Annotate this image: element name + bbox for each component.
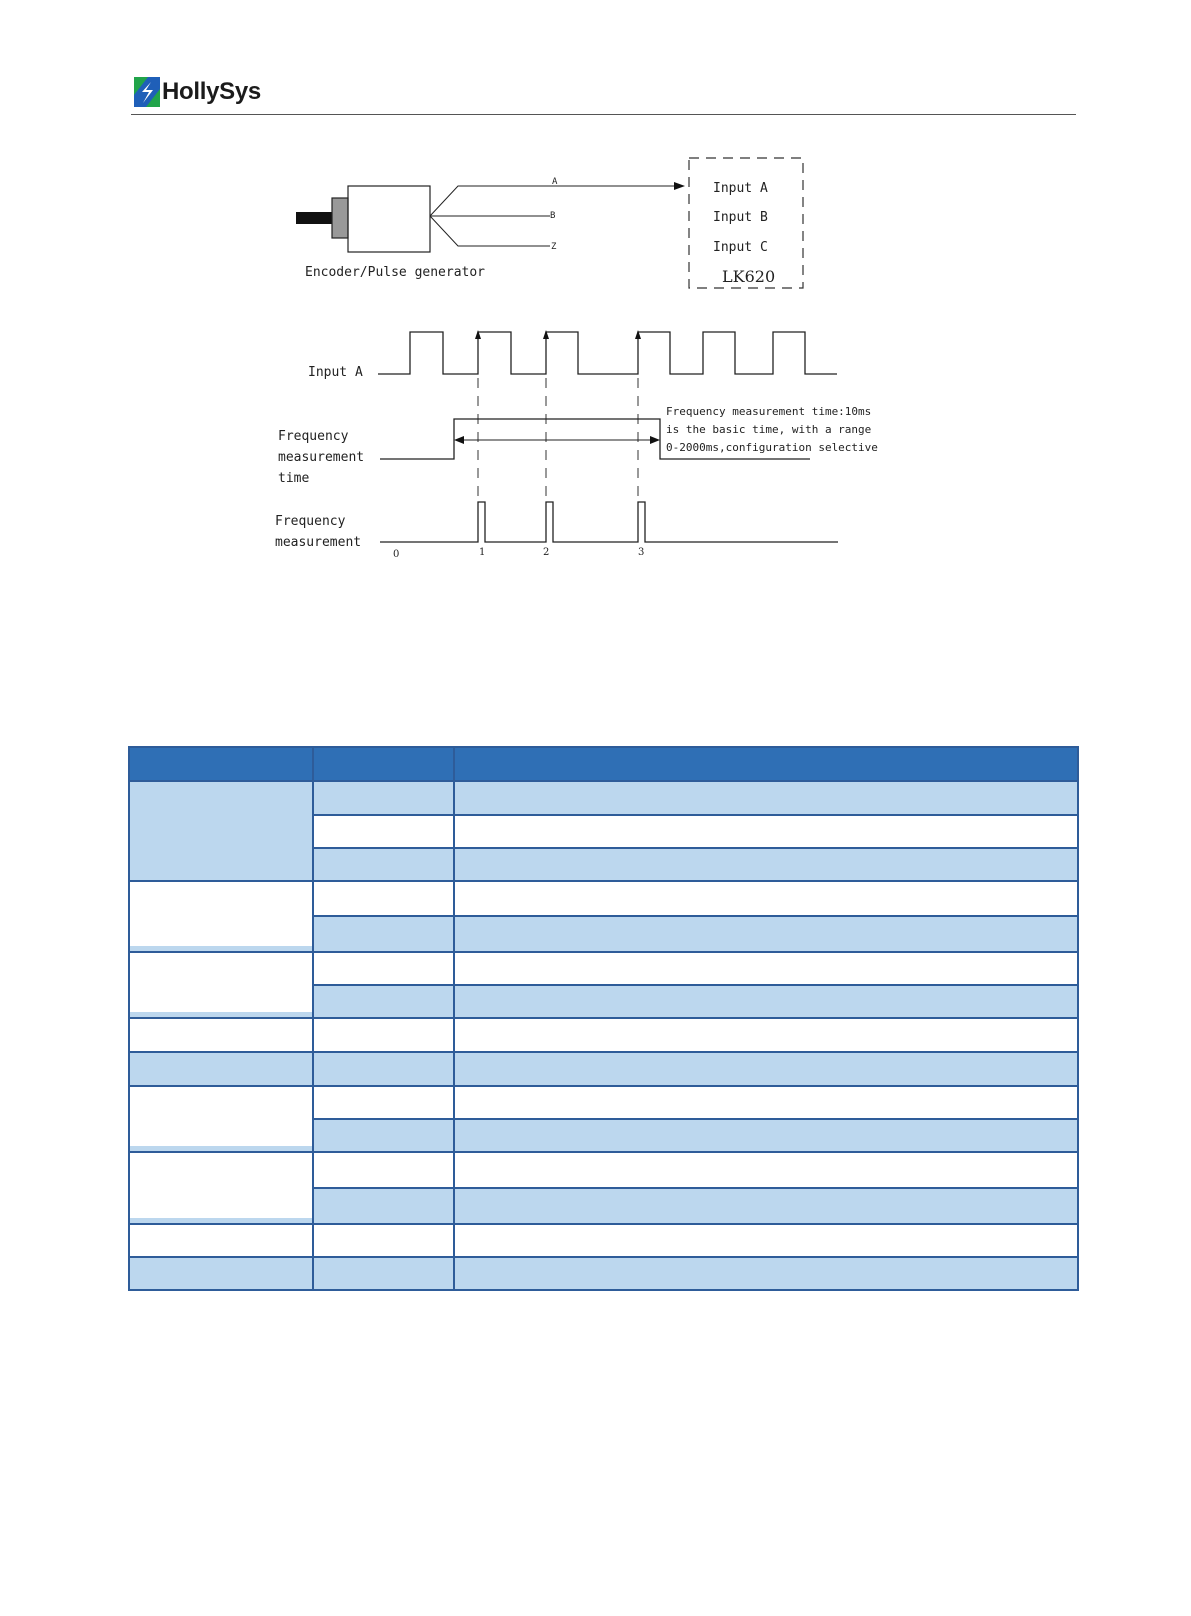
hollysys-logo-icon — [134, 77, 160, 107]
table-row — [129, 1257, 1078, 1290]
table-cell — [313, 1052, 454, 1086]
input-a-waveform — [378, 332, 837, 374]
table-row — [129, 952, 1078, 985]
measurement-note: Frequency measurement time:10ms is the basic time, with a range 0-2000ms,configuration selective — [666, 405, 878, 454]
table-row — [129, 1052, 1078, 1086]
module-name: LK620 — [722, 267, 776, 286]
table-cell — [313, 815, 454, 848]
header-divider — [131, 114, 1076, 115]
table-cell — [313, 781, 454, 815]
table-cell — [313, 952, 454, 985]
wire-label-a: A — [552, 177, 558, 187]
table-cell — [313, 916, 454, 952]
table-cell — [129, 1224, 313, 1257]
count-tick-0: 0 — [393, 549, 400, 560]
table-cell — [454, 1188, 1078, 1224]
table-cell — [313, 985, 454, 1018]
table-cell — [454, 916, 1078, 952]
encoder-label: Encoder/Pulse generator — [305, 265, 486, 280]
table-header-cell — [129, 747, 313, 781]
table-cell — [454, 985, 1078, 1018]
count-tick-3: 3 — [638, 547, 645, 558]
table-cell — [313, 1224, 454, 1257]
table-row — [129, 781, 1078, 815]
table-cell — [454, 1257, 1078, 1290]
table-cell — [129, 881, 313, 952]
wire-label-z: Z — [551, 242, 557, 252]
table-row — [129, 1086, 1078, 1119]
edge-guide-lines — [478, 378, 638, 500]
table-cell — [129, 1152, 313, 1224]
table-cell — [313, 848, 454, 881]
table-row — [129, 1018, 1078, 1052]
table-cell — [313, 1257, 454, 1290]
table-cell — [313, 1152, 454, 1188]
signal-input-a-label: Input A — [308, 365, 363, 380]
span-arrow-left — [454, 436, 464, 444]
span-arrow-right — [650, 436, 660, 444]
table-row — [129, 1152, 1078, 1188]
table-cell — [454, 1086, 1078, 1119]
wire-a-arrow — [674, 182, 685, 190]
table-cell — [129, 1086, 313, 1152]
table-cell — [313, 881, 454, 916]
module-input-b: Input B — [713, 210, 768, 225]
count-tick-2: 2 — [543, 547, 550, 558]
brand-name: HollySys — [162, 78, 261, 105]
table-cell — [454, 1052, 1078, 1086]
signal-freq-meas-label: Frequency measurement — [275, 514, 362, 550]
table-cell — [454, 1119, 1078, 1152]
table-cell — [454, 881, 1078, 916]
table-cell — [313, 1086, 454, 1119]
table-cell — [454, 781, 1078, 815]
table-cell — [129, 1257, 313, 1290]
table-cell — [454, 952, 1078, 985]
module-input-a: Input A — [713, 181, 768, 196]
page-header — [134, 76, 261, 108]
table-cell — [129, 781, 313, 881]
signal-freq-time-label: Frequency measurement time — [278, 429, 365, 486]
wire-label-b: B — [550, 211, 556, 221]
table-cell — [454, 1224, 1078, 1257]
table-cell — [454, 1152, 1078, 1188]
table-header-row — [129, 747, 1078, 781]
table-cell — [129, 1052, 313, 1086]
table-cell — [129, 1018, 313, 1052]
table-cell — [313, 1018, 454, 1052]
table-cell — [454, 815, 1078, 848]
count-tick-1: 1 — [479, 547, 486, 558]
frequency-measurement-diagram — [260, 150, 960, 580]
table-cell — [129, 952, 313, 1018]
table-cell — [313, 1188, 454, 1224]
table-cell — [313, 1119, 454, 1152]
table-row — [129, 1224, 1078, 1257]
module-input-c: Input C — [713, 240, 768, 255]
table-cell — [454, 1018, 1078, 1052]
specification-table — [128, 746, 1077, 1291]
table-header-cell — [454, 747, 1078, 781]
encoder-body — [296, 186, 430, 252]
freq-meas-waveform — [380, 502, 838, 542]
table-row — [129, 881, 1078, 916]
table-cell — [454, 848, 1078, 881]
table-header-cell — [313, 747, 454, 781]
